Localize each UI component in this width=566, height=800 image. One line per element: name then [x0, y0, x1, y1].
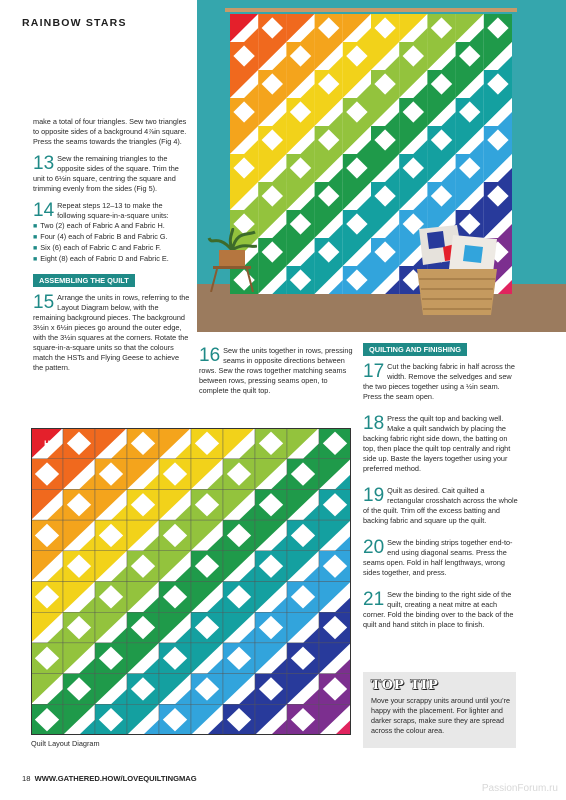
quilt-block	[287, 520, 319, 551]
quilt-block	[159, 643, 191, 674]
step-number: 16	[199, 345, 221, 366]
quilt-block	[31, 612, 63, 643]
quilt-block	[371, 70, 399, 98]
quilt-block	[343, 182, 371, 210]
quilt-block	[191, 643, 223, 674]
quilt-block	[343, 70, 371, 98]
quilt-block	[399, 182, 427, 210]
watermark: PassionForum.ru	[481, 783, 558, 794]
quilt-block	[427, 14, 455, 42]
quilt-block	[191, 551, 223, 582]
quilt-block	[127, 643, 159, 674]
quilt-block	[399, 70, 427, 98]
quilt-block	[319, 459, 351, 490]
quilt-block	[427, 70, 455, 98]
fabric-label: G	[331, 562, 339, 572]
quilt-block	[286, 14, 314, 42]
quilt-block	[258, 70, 286, 98]
step-number: 17	[363, 361, 385, 382]
quilt-block	[191, 612, 223, 643]
step-text: Cut the backing fabric in half across the width. Remove the selvedges and sew the two pieces together using a ½in seam. Press the seam open.	[363, 362, 515, 401]
step-text: Sew the units together in rows, pressing seams in opposite directions between rows. Sew the rows together matching seams between rows, pressing seams open, to complete the quilt top.	[199, 346, 353, 395]
quilt-block	[399, 14, 427, 42]
quilt-block	[399, 126, 427, 154]
step-18	[363, 414, 519, 474]
section-heading-quilting: QUILTING AND FINISHING	[363, 343, 467, 356]
quilt-block	[258, 238, 286, 266]
section-title: RAINBOW STARS	[22, 17, 127, 29]
quilt-block	[315, 154, 343, 182]
quilt-block	[127, 704, 159, 735]
quilt-block	[456, 14, 484, 42]
quilt-block	[287, 489, 319, 520]
quilt-block	[223, 674, 255, 705]
quilt-block	[191, 704, 223, 735]
quilt-block	[223, 459, 255, 490]
quilt-block	[230, 98, 258, 126]
quilt-block	[255, 489, 287, 520]
quilt-block	[159, 520, 191, 551]
quilt-block	[287, 428, 319, 459]
quilt-block	[223, 551, 255, 582]
quilt-block	[315, 182, 343, 210]
fabric-label: H	[332, 623, 338, 633]
step-13	[33, 154, 191, 194]
step-15	[33, 293, 191, 373]
quilt-block	[223, 643, 255, 674]
quilt-block	[258, 126, 286, 154]
quilt-block	[286, 42, 314, 70]
quilt-block	[343, 42, 371, 70]
hanging-rod	[225, 8, 517, 12]
quilt-block	[230, 126, 258, 154]
fabric-list	[33, 221, 191, 265]
quilt-block	[258, 98, 286, 126]
plant-stand	[207, 228, 257, 292]
quilt-block	[63, 520, 95, 551]
quilt-block	[159, 428, 191, 459]
quilt-block	[63, 551, 95, 582]
quilt-block	[315, 126, 343, 154]
quilt-block	[399, 98, 427, 126]
quilt-block	[427, 98, 455, 126]
quilt-block	[343, 14, 371, 42]
quilt-block	[371, 98, 399, 126]
step-number: 19	[363, 485, 385, 506]
quilt-block	[258, 182, 286, 210]
quilt-block	[287, 674, 319, 705]
footer-url: WWW.GATHERED.HOW/LOVEQUILTINGMAG	[34, 774, 197, 783]
quilt-block	[159, 612, 191, 643]
quilt-block	[230, 154, 258, 182]
step-21	[363, 590, 519, 630]
quilt-block	[287, 551, 319, 582]
fabric-label: A	[76, 439, 82, 449]
quilt-block	[191, 674, 223, 705]
quilt-block	[343, 98, 371, 126]
quilt-block	[319, 643, 351, 674]
step-16	[199, 346, 357, 396]
quilt-block	[63, 582, 95, 613]
fabric-label: E	[332, 439, 338, 449]
quilt-block	[191, 489, 223, 520]
quilt-block	[127, 674, 159, 705]
step-number: 14	[33, 200, 55, 221]
step-number: 18	[363, 413, 385, 434]
quilt-block	[31, 674, 63, 705]
quilt-block	[427, 126, 455, 154]
quilt-block	[456, 42, 484, 70]
quilt-block	[343, 154, 371, 182]
quilt-block	[286, 210, 314, 238]
step-text: Press the quilt top and backing well. Make a quilt sandwich by placing the backing fabric right side down, the batting on top, then place the quilt top centrally and right side up. Baste the layers together using your preferred method.	[363, 414, 511, 473]
quilt-block	[319, 704, 351, 735]
quilt-block	[286, 98, 314, 126]
step-number: 15	[33, 292, 55, 313]
quilt-block	[159, 674, 191, 705]
quilt-block	[456, 182, 484, 210]
quilt-block	[315, 210, 343, 238]
quilt-block	[315, 14, 343, 42]
quilt-block	[286, 266, 314, 294]
quilt-block	[286, 126, 314, 154]
quilt-block	[456, 154, 484, 182]
quilt-block	[315, 70, 343, 98]
step-number: 13	[33, 153, 55, 174]
quilt-block	[371, 266, 399, 294]
quilt-block	[127, 520, 159, 551]
quilt-block	[343, 266, 371, 294]
quilt-block	[223, 520, 255, 551]
quilt-block	[258, 42, 286, 70]
fabric-label: D	[268, 439, 274, 449]
quilt-block	[191, 582, 223, 613]
quilt-block	[223, 704, 255, 735]
quilt-block	[127, 551, 159, 582]
quilt-block	[484, 182, 512, 210]
section-heading-assembling: ASSEMBLING THE QUILT	[33, 274, 135, 287]
quilt-block	[31, 459, 63, 490]
quilt-block	[371, 210, 399, 238]
quilt-block	[95, 643, 127, 674]
quilt-block	[286, 70, 314, 98]
top-tip-title: TOP TIP	[371, 678, 439, 693]
quilt-block	[484, 126, 512, 154]
quilt-block	[371, 182, 399, 210]
quilt-block	[127, 612, 159, 643]
quilt-block	[484, 14, 512, 42]
quilt-block	[63, 643, 95, 674]
step-14	[33, 201, 191, 265]
quilt-block	[31, 551, 63, 582]
quilt-block	[371, 42, 399, 70]
quilt-block	[95, 674, 127, 705]
quilt-block	[159, 459, 191, 490]
step-text: Sew the remaining triangles to the opposite sides of the square. Trim the unit to 6½in square, centring the square and trimming evenly from the sides (Fig 5).	[33, 154, 179, 193]
column-2	[199, 346, 357, 403]
quilt-block	[319, 520, 351, 551]
quilt-block	[31, 704, 63, 735]
quilt-block	[230, 14, 258, 42]
step-text: Sew the binding to the right side of the quilt, creating a neat mitre at each corner. Fold the binding over to the back of the quilt and hand stitch in place to finish.	[363, 590, 514, 629]
quilt-block	[230, 42, 258, 70]
quilt-block	[255, 643, 287, 674]
quilt-block	[456, 70, 484, 98]
quilt-block	[315, 98, 343, 126]
quilt-block	[258, 266, 286, 294]
quilt-block	[223, 612, 255, 643]
step-text: Repeat steps 12–13 to make the following square-in-a-square units:	[57, 201, 169, 220]
page-footer	[22, 774, 197, 783]
quilt-block	[286, 154, 314, 182]
quilt-block	[95, 551, 127, 582]
quilt-block	[31, 520, 63, 551]
quilt-block	[399, 154, 427, 182]
quilt-block	[287, 704, 319, 735]
quilt-block	[315, 238, 343, 266]
fabric-label: B	[140, 439, 146, 449]
quilt-block	[255, 520, 287, 551]
quilt-block	[255, 582, 287, 613]
step-text: Sew the binding strips together end-to-end using diagonal seams. Press the seams open. Fold in half lengthways, wrong sides together, and press.	[363, 538, 513, 577]
quilt-block	[223, 489, 255, 520]
quilt-block	[159, 704, 191, 735]
quilt-block	[456, 126, 484, 154]
step-20	[363, 538, 519, 578]
quilt-block	[427, 182, 455, 210]
fabric-label: C	[204, 439, 210, 449]
quilt-block	[484, 98, 512, 126]
quilt-block	[63, 612, 95, 643]
quilt-block	[63, 674, 95, 705]
quilt-block	[255, 612, 287, 643]
quilt-block	[315, 42, 343, 70]
quilt-block	[399, 42, 427, 70]
quilt-block	[258, 210, 286, 238]
quilt-block	[31, 643, 63, 674]
column-3	[363, 341, 519, 637]
quilt-block	[484, 70, 512, 98]
step-text: Arrange the units in rows, referring to the Layout Diagram below, with the remaining background pieces. The background 3½in x 6½in pieces go around the outer edge, with the 3½in squares at the corners. Rotate the square-in-a-square units so that the colours match the HSTs and Flying Geese to achieve the pattern.	[33, 293, 190, 372]
cushion-basket	[413, 225, 501, 315]
quilt-block	[258, 14, 286, 42]
quilt-block	[223, 428, 255, 459]
quilt-block	[343, 210, 371, 238]
column-1	[33, 117, 191, 380]
step-number: 21	[363, 589, 385, 610]
quilt-photo	[197, 0, 566, 332]
step-text: Quilt as desired. Cait quilted a rectangular crosshatch across the whole of the quilt. Trim off the excess batting and backing fabric and square up the quilt.	[363, 486, 518, 525]
quilt-block	[456, 98, 484, 126]
quilt-block	[287, 459, 319, 490]
quilt-block	[484, 154, 512, 182]
top-tip-box	[363, 672, 516, 748]
quilt-block	[127, 582, 159, 613]
fabric-label: H	[44, 439, 50, 449]
page-number: 18	[22, 774, 31, 783]
list-item: ■ Two (2) each of Fabric A and Fabric H.	[33, 221, 165, 230]
quilt-block	[255, 459, 287, 490]
quilt-block	[255, 704, 287, 735]
quilt-block	[319, 582, 351, 613]
quilt-block	[95, 704, 127, 735]
quilt-block	[191, 520, 223, 551]
list-item: ■ Four (4) each of Fabric B and Fabric G.	[33, 232, 168, 241]
quilt-block	[287, 643, 319, 674]
quilt-block	[371, 154, 399, 182]
quilt-block	[427, 42, 455, 70]
quilt-block	[223, 582, 255, 613]
quilt-block	[286, 238, 314, 266]
quilt-block	[95, 612, 127, 643]
quilt-block	[230, 70, 258, 98]
quilt-block	[95, 520, 127, 551]
quilt-block	[286, 182, 314, 210]
quilt-block	[255, 674, 287, 705]
quilt-block	[159, 551, 191, 582]
list-item: ■ Eight (8) each of Fabric D and Fabric E.	[33, 254, 169, 263]
quilt-block	[371, 126, 399, 154]
fabric-label: F	[332, 500, 338, 510]
intro-text: make a total of four triangles. Sew two triangles to opposite sides of a background 4⅞in square. Press the seams towards the triangles (Fig 4).	[33, 117, 187, 146]
quilt-block	[371, 14, 399, 42]
quilt-block	[127, 489, 159, 520]
diagram-caption: Quilt Layout Diagram	[31, 739, 100, 748]
step-number: 20	[363, 537, 385, 558]
quilt-block	[191, 459, 223, 490]
quilt-block	[63, 459, 95, 490]
quilt-layout-diagram	[31, 428, 351, 735]
quilt-block	[159, 582, 191, 613]
quilt-block	[95, 489, 127, 520]
quilt-block	[427, 154, 455, 182]
quilt-block	[343, 126, 371, 154]
top-tip-text: Move your scrappy units around until you’re happy with the placement. For lighter and darker scraps, make sure they are spread across the colour area.	[371, 696, 511, 735]
quilt-block	[95, 459, 127, 490]
quilt-block	[343, 238, 371, 266]
quilt-block	[484, 42, 512, 70]
quilt-block	[63, 704, 95, 735]
quilt-block	[95, 428, 127, 459]
quilt-block	[230, 182, 258, 210]
quilt-block	[371, 238, 399, 266]
quilt-block	[31, 489, 63, 520]
quilt-block	[258, 154, 286, 182]
fabric-label: A	[332, 684, 338, 694]
quilt-block	[95, 582, 127, 613]
step-19	[363, 486, 519, 526]
quilt-block	[255, 551, 287, 582]
quilt-block	[287, 582, 319, 613]
list-item: ■ Six (6) each of Fabric C and Fabric F.	[33, 243, 162, 252]
quilt-block	[63, 489, 95, 520]
quilt-block	[287, 612, 319, 643]
quilt-block	[159, 489, 191, 520]
step-17	[363, 362, 519, 402]
quilt-block	[315, 266, 343, 294]
quilt-block	[127, 459, 159, 490]
quilt-block	[31, 582, 63, 613]
